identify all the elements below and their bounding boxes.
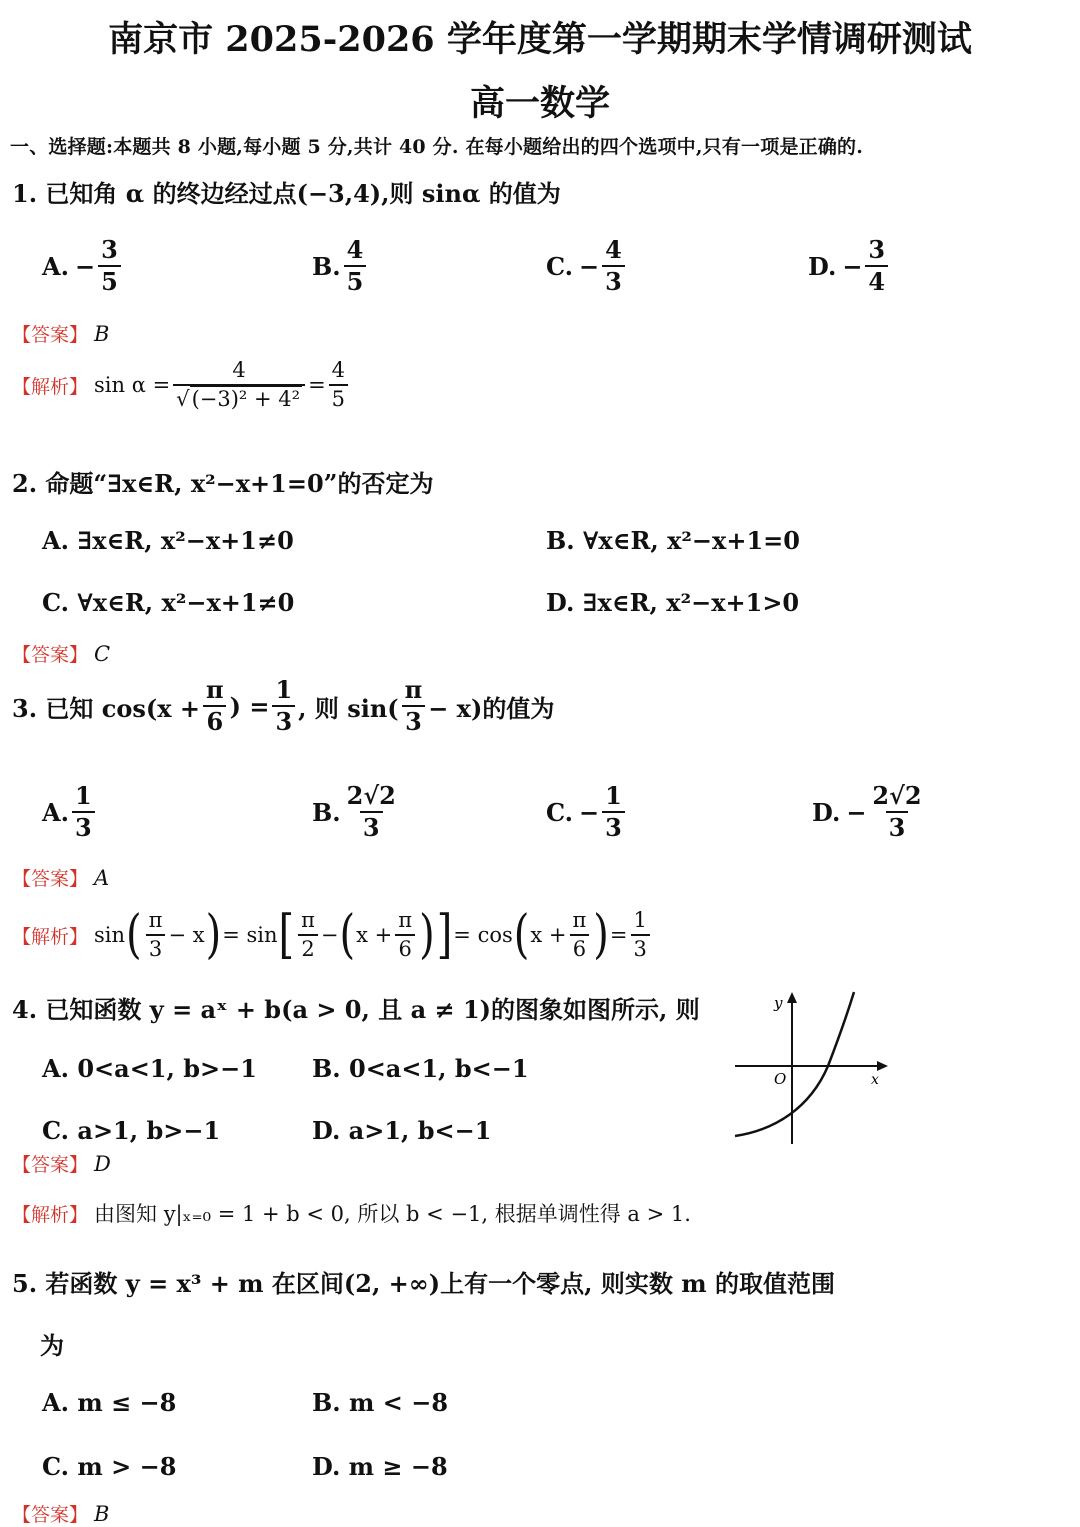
question-5-stem: 5. 若函数 y = x³ + m 在区间(2, +∞)上有一个零点, 则实数 m 的取值范围 [12, 1269, 835, 1298]
q3-option-b: B. $\frac{2√2}{3}$ [312, 781, 396, 842]
q4-option-a: A. 0<a<1, b>−1 [42, 1054, 257, 1083]
question-4-stem: 4. 已知函数 y = aˣ + b(a > 0, 且 a ≠ 1)的图象如图所示, 则 [12, 995, 700, 1024]
q5-option-d: D. m ≥ −8 [312, 1452, 448, 1481]
graph-origin-label: O [774, 1070, 787, 1088]
q1-option-b: B. $\frac{4}{5}$ [312, 238, 369, 294]
q4-option-d: D. a>1, b<−1 [312, 1116, 492, 1145]
page-title: 南京市 2025-2026 学年度第一学期期末学情调研测试 [108, 19, 972, 60]
graph-x-label: x [871, 1072, 879, 1088]
answer-tag: 【答案】 [12, 324, 89, 346]
q2-answer: 【答案】 C [12, 641, 111, 666]
q3-option-c: C. − $\frac{1}{3}$ [546, 784, 628, 840]
q5-option-a: A. m ≤ −8 [42, 1388, 177, 1417]
q5-answer: 【答案】 B [12, 1501, 110, 1526]
q4-answer: 【答案】 D [12, 1151, 111, 1176]
question-3-stem: 3. 已知 cos(x + $\frac{\pi}{6}$ ) = $\frac{1}{3}$ , 则 sin( $\frac{\pi}{3}$ − x)的值为 [12, 675, 555, 736]
page-subtitle: 高一数学 [469, 83, 610, 124]
analysis-tag: 【解析】 [12, 375, 89, 398]
question-1-stem: 1. 已知角 α 的终边经过点(−3,4),则 sinα 的值为 [12, 179, 561, 208]
q3-analysis: 【解析】 sin ( $\frac{\pi}{3}$ − x ) = sin [ $\frac{\pi}{2}$ − ( x + $\frac{\pi}{6}$ ) ] = cos ( x + $\frac{\pi}{6}$ ) = $\frac{1}{3}$ [12, 910, 653, 960]
q1-option-c: C. − $\frac{4}{3}$ [546, 238, 628, 294]
graph-y-label: y [774, 994, 783, 1012]
question-5-stem-cont: 为 [40, 1331, 64, 1360]
q5-option-b: B. m < −8 [312, 1388, 449, 1417]
section-heading: 一、选择题:本题共 8 小题,每小题 5 分,共计 40 分. 在每小题给出的四个选项中,只有一项是正确的. [10, 136, 864, 158]
q2-option-c: C. ∀x∈R, x²−x+1≠0 [42, 588, 295, 617]
q1-answer: 【答案】 B [12, 321, 110, 346]
question-2-stem: 2. 命题“∃x∈R, x²−x+1=0”的否定为 [12, 469, 434, 498]
q1-option-d: D. − $\frac{3}{4}$ [808, 238, 891, 294]
q4-option-c: C. a>1, b>−1 [42, 1116, 221, 1145]
q1-analysis: 【解析】 sin α = $\frac{4}{\text{√(−3)² + 4²}}$ = $\frac{4}{5}$ [12, 360, 351, 410]
q3-answer: 【答案】 A [12, 865, 110, 890]
q5-option-c: C. m > −8 [42, 1452, 177, 1481]
q3-option-d: D. − $\frac{2√2}{3}$ [812, 781, 922, 842]
q2-option-d: D. ∃x∈R, x²−x+1>0 [546, 588, 800, 617]
function-graph [730, 988, 900, 1148]
q2-option-a: A. ∃x∈R, x²−x+1≠0 [42, 526, 294, 555]
q2-option-b: B. ∀x∈R, x²−x+1=0 [546, 526, 800, 555]
q3-option-a: A. $\frac{1}{3}$ [42, 784, 98, 840]
q1-option-a: A. − $\frac{3}{5}$ [42, 238, 124, 294]
q4-analysis: 【解析】 由图知 y|ₓ₌₀ = 1 + b < 0, 所以 b < −1, 根据单调性得 a > 1. [12, 1202, 691, 1226]
q4-option-b: B. 0<a<1, b<−1 [312, 1054, 529, 1083]
